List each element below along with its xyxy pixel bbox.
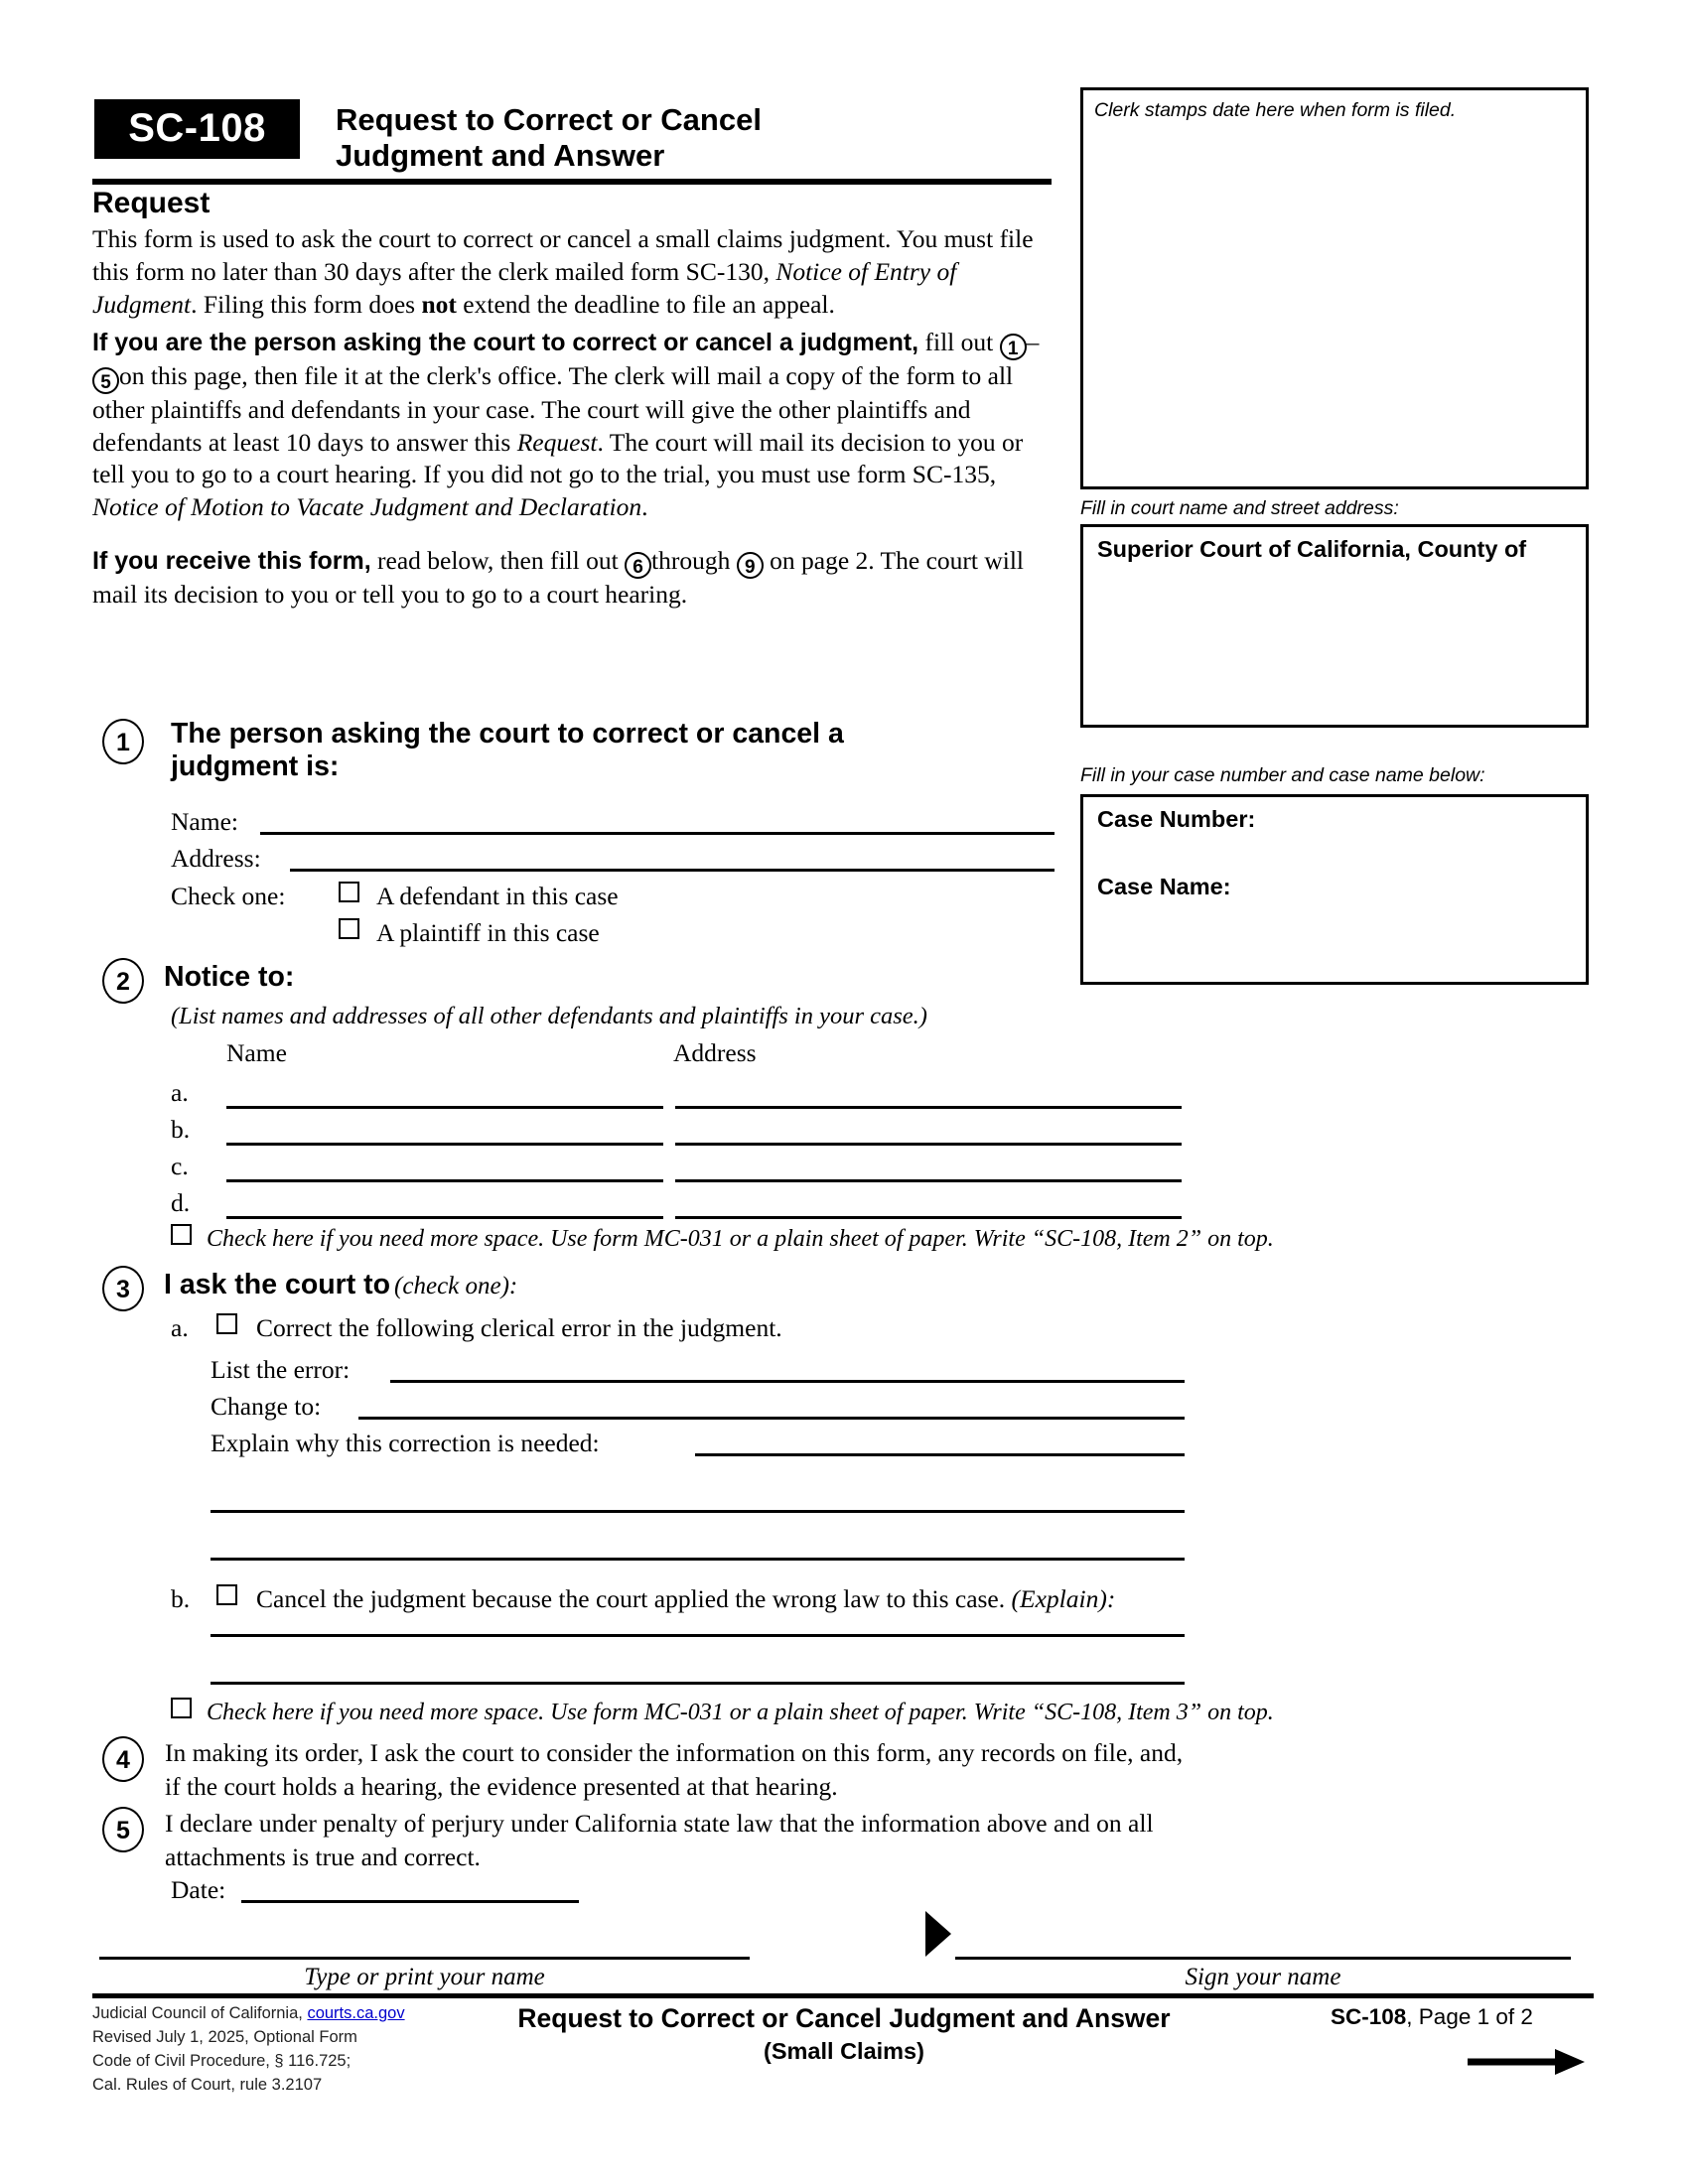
item-1-address-input[interactable] xyxy=(290,869,1055,872)
item-2-row-d-address-input[interactable] xyxy=(675,1216,1182,1219)
footer-title-line2: (Small Claims) xyxy=(764,2037,924,2064)
court-name-box[interactable] xyxy=(1080,524,1589,728)
intro-p2-italic2: Notice of Motion to Vacate Judgment and Declaration xyxy=(92,491,642,521)
footer-rules-text: Cal. Rules of Court, rule 3.2107 xyxy=(92,2075,323,2094)
intro-p1-cont: . Filing this form does xyxy=(191,289,416,319)
signature-caption: Sign your name xyxy=(1185,1964,1341,1990)
item-3-explain-input-line-3[interactable] xyxy=(211,1558,1185,1561)
item-2-row-d-label: d. xyxy=(171,1188,191,1217)
form-number-badge: SC-108 xyxy=(94,99,300,159)
item-3-more-space-label: Check here if you need more space. Use form MC-031 or a plain sheet of paper. Write “SC-108, Item 3” on top. xyxy=(207,1700,1274,1725)
signature-input[interactable] xyxy=(955,1957,1571,1960)
inline-marker-6-icon: 6 xyxy=(625,552,651,579)
form-title-line2: Judgment and Answer xyxy=(336,137,665,173)
footer-page-info xyxy=(1331,2004,1594,2030)
court-name-value: Superior Court of California, County of xyxy=(1097,536,1527,562)
footer-left-block xyxy=(92,2002,405,2098)
item-2-row-b-address-input[interactable] xyxy=(675,1143,1182,1146)
item-3-heading xyxy=(164,1269,517,1301)
case-name-label: Case Name: xyxy=(1097,874,1231,899)
item-3-change-to-label: Change to: xyxy=(211,1392,322,1421)
item-5-date-input[interactable] xyxy=(241,1900,579,1903)
item-2-more-space-label: Check here if you need more space. Use form MC-031 or a plain sheet of paper. Write “SC-108, Item 2” on top. xyxy=(207,1226,1274,1252)
intro-p1-a: This form is used to ask the court to correct or cancel a small claims judgment. You must file this form no later than 30 days after the clerk mailed form SC-130, xyxy=(92,223,1034,286)
clerk-stamp-label: Clerk stamps date here when form is filed. xyxy=(1094,99,1457,121)
print-name-caption: Type or print your name xyxy=(304,1964,545,1990)
item-1-defendant-label: A defendant in this case xyxy=(376,882,619,910)
item-3-explain-input-line-2[interactable] xyxy=(211,1510,1185,1513)
footer-revised-text: Revised July 1, 2025, Optional Form xyxy=(92,2027,357,2046)
item-3-more-space-checkbox[interactable] xyxy=(171,1698,192,1718)
footer-code-text: Code of Civil Procedure, § 116.725; xyxy=(92,2051,352,2070)
footer-council-text: Judicial Council of California, xyxy=(92,2004,303,2022)
form-header xyxy=(94,99,1087,174)
intro-p2-b: on this page, then file it at the clerk's office. The clerk will mail a copy of the form to all other plaintiffs and defendants in your case. The court will give the other plaintiffs and defendants at least 10 days to answer this xyxy=(92,361,1014,457)
item-2-subtitle: (List names and addresses of all other defendants and plaintiffs in your case.) xyxy=(171,1003,927,1029)
intro-p2-bold-lead: If you are the person asking the court to correct or cancel a judgment, xyxy=(92,329,919,357)
item-3b-input-line-2[interactable] xyxy=(211,1682,1185,1685)
footer-form-number: SC-108 xyxy=(1331,2004,1407,2029)
item-3b-input-line-1[interactable] xyxy=(211,1634,1185,1637)
clerk-stamp-box[interactable] xyxy=(1080,87,1589,489)
item-1-heading-line1: The person asking the court to correct or cancel a xyxy=(171,718,844,750)
item-1-name-label: Name: xyxy=(171,807,238,836)
intro-p3-bold-lead: If you receive this form, xyxy=(92,547,371,576)
item-5-date-label: Date: xyxy=(171,1875,226,1904)
intro-p2-italic: Request xyxy=(516,427,598,457)
next-page-arrow-icon xyxy=(1468,2047,1587,2077)
footer-courts-link[interactable]: courts.ca.gov xyxy=(307,2004,405,2022)
signature-pointer-icon xyxy=(925,1911,951,1957)
item-2-row-b-name-input[interactable] xyxy=(226,1143,663,1146)
item-5-marker-icon: 5 xyxy=(102,1807,144,1852)
item-3a-label: a. xyxy=(171,1313,189,1342)
inline-marker-1-icon: 1 xyxy=(1000,334,1027,360)
footer-page-number: , Page 1 of 2 xyxy=(1406,2004,1533,2029)
item-2-row-a-name-input[interactable] xyxy=(226,1106,663,1109)
item-3b-text-main: Cancel the judgment because the court applied the wrong law to this case. xyxy=(256,1584,1006,1613)
case-info-box[interactable] xyxy=(1080,794,1589,985)
item-2-row-c-label: c. xyxy=(171,1152,189,1180)
intro-p2-dash: – xyxy=(1026,328,1040,357)
item-2-row-a-label: a. xyxy=(171,1078,189,1107)
item-1-plaintiff-checkbox[interactable] xyxy=(339,918,359,939)
item-1-check-one-label: Check one: xyxy=(171,882,286,910)
intro-paragraph-2 xyxy=(92,327,1060,523)
inline-marker-9-icon: 9 xyxy=(737,552,764,579)
item-1-address-label: Address: xyxy=(171,844,261,873)
item-3b-checkbox[interactable] xyxy=(216,1584,237,1605)
item-5-text: I declare under penalty of perjury under California state law that the information above and on all attachments is true and correct. xyxy=(165,1809,1154,1871)
item-2-col-name-header: Name xyxy=(226,1038,287,1067)
item-3b-label: b. xyxy=(171,1584,191,1613)
footer-title-line1: Request to Correct or Cancel Judgment and Answer xyxy=(517,2003,1171,2033)
case-info-label: Fill in your case number and case name below: xyxy=(1080,764,1485,786)
item-3b-text-italic: (Explain): xyxy=(1011,1584,1116,1613)
intro-paragraph-3 xyxy=(92,545,1060,612)
inline-marker-5-icon: 5 xyxy=(92,367,119,394)
item-3-explain-label: Explain why this correction is needed: xyxy=(211,1429,600,1457)
item-2-row-a-address-input[interactable] xyxy=(675,1106,1182,1109)
item-2-col-address-header: Address xyxy=(673,1038,757,1067)
intro-p3-c: on page 2. The court will mail its decision to you or tell you to go to a court hearing. xyxy=(92,546,1025,610)
intro-p1-end: extend the deadline to file an appeal. xyxy=(463,289,835,319)
footer-center-title xyxy=(417,2003,1271,2067)
item-3b-text xyxy=(256,1586,1115,1612)
item-2-row-d-name-input[interactable] xyxy=(226,1216,663,1219)
item-1-heading xyxy=(171,718,935,784)
intro-p3-b: through xyxy=(651,546,731,576)
item-3-list-error-input[interactable] xyxy=(390,1380,1185,1383)
intro-p1-italic: Notice of Entry of Judgment xyxy=(92,256,957,319)
item-2-heading: Notice to: xyxy=(164,961,295,993)
intro-p2-d: . xyxy=(641,491,648,521)
item-4-text: In making its order, I ask the court to consider the information on this form, any records on file, and, if the court holds a hearing, the evidence presented at that hearing. xyxy=(165,1738,1184,1801)
court-name-label: Fill in court name and street address: xyxy=(1080,497,1399,519)
item-2-row-c-name-input[interactable] xyxy=(226,1179,663,1182)
item-1-heading-line2: judgment is: xyxy=(171,751,340,783)
item-2-more-space-checkbox[interactable] xyxy=(171,1224,192,1245)
print-name-input[interactable] xyxy=(99,1957,750,1960)
form-title-line1: Request to Correct or Cancel xyxy=(336,102,762,137)
item-1-marker-icon: 1 xyxy=(102,719,144,764)
item-4-marker-icon: 4 xyxy=(102,1736,144,1782)
item-3a-checkbox[interactable] xyxy=(216,1313,237,1334)
item-3-heading-italic: (check one): xyxy=(394,1273,518,1299)
request-heading: Request xyxy=(92,187,211,219)
intro-p1-bold: not xyxy=(421,289,457,319)
form-title xyxy=(336,99,762,174)
item-3-change-to-input[interactable] xyxy=(358,1417,1185,1420)
item-3a-text: Correct the following clerical error in the judgment. xyxy=(256,1313,782,1342)
item-2-row-b-label: b. xyxy=(171,1115,191,1144)
header-divider xyxy=(92,179,1052,185)
item-3-marker-icon: 3 xyxy=(102,1266,144,1311)
intro-p2-a: fill out xyxy=(924,328,994,357)
item-1-defendant-checkbox[interactable] xyxy=(339,882,359,902)
intro-p2-c: . The court will mail its decision to you or tell you to go to a court hearing. If you did not go to the trial, you must use form SC-135, xyxy=(92,427,1024,489)
intro-p3-a: read below, then fill out xyxy=(377,546,619,576)
item-1-name-input[interactable] xyxy=(260,832,1055,835)
footer-divider xyxy=(92,1993,1594,1998)
item-3-explain-input-line-1[interactable] xyxy=(695,1453,1185,1456)
case-number-label: Case Number: xyxy=(1097,806,1256,832)
item-1-plaintiff-label: A plaintiff in this case xyxy=(376,918,600,947)
intro-paragraph-1 xyxy=(92,222,1060,321)
request-intro-block xyxy=(92,187,1060,612)
item-2-marker-icon: 2 xyxy=(102,958,144,1004)
item-3-heading-bold: I ask the court to xyxy=(164,1269,391,1300)
item-3-list-error-label: List the error: xyxy=(211,1355,351,1384)
item-2-row-c-address-input[interactable] xyxy=(675,1179,1182,1182)
